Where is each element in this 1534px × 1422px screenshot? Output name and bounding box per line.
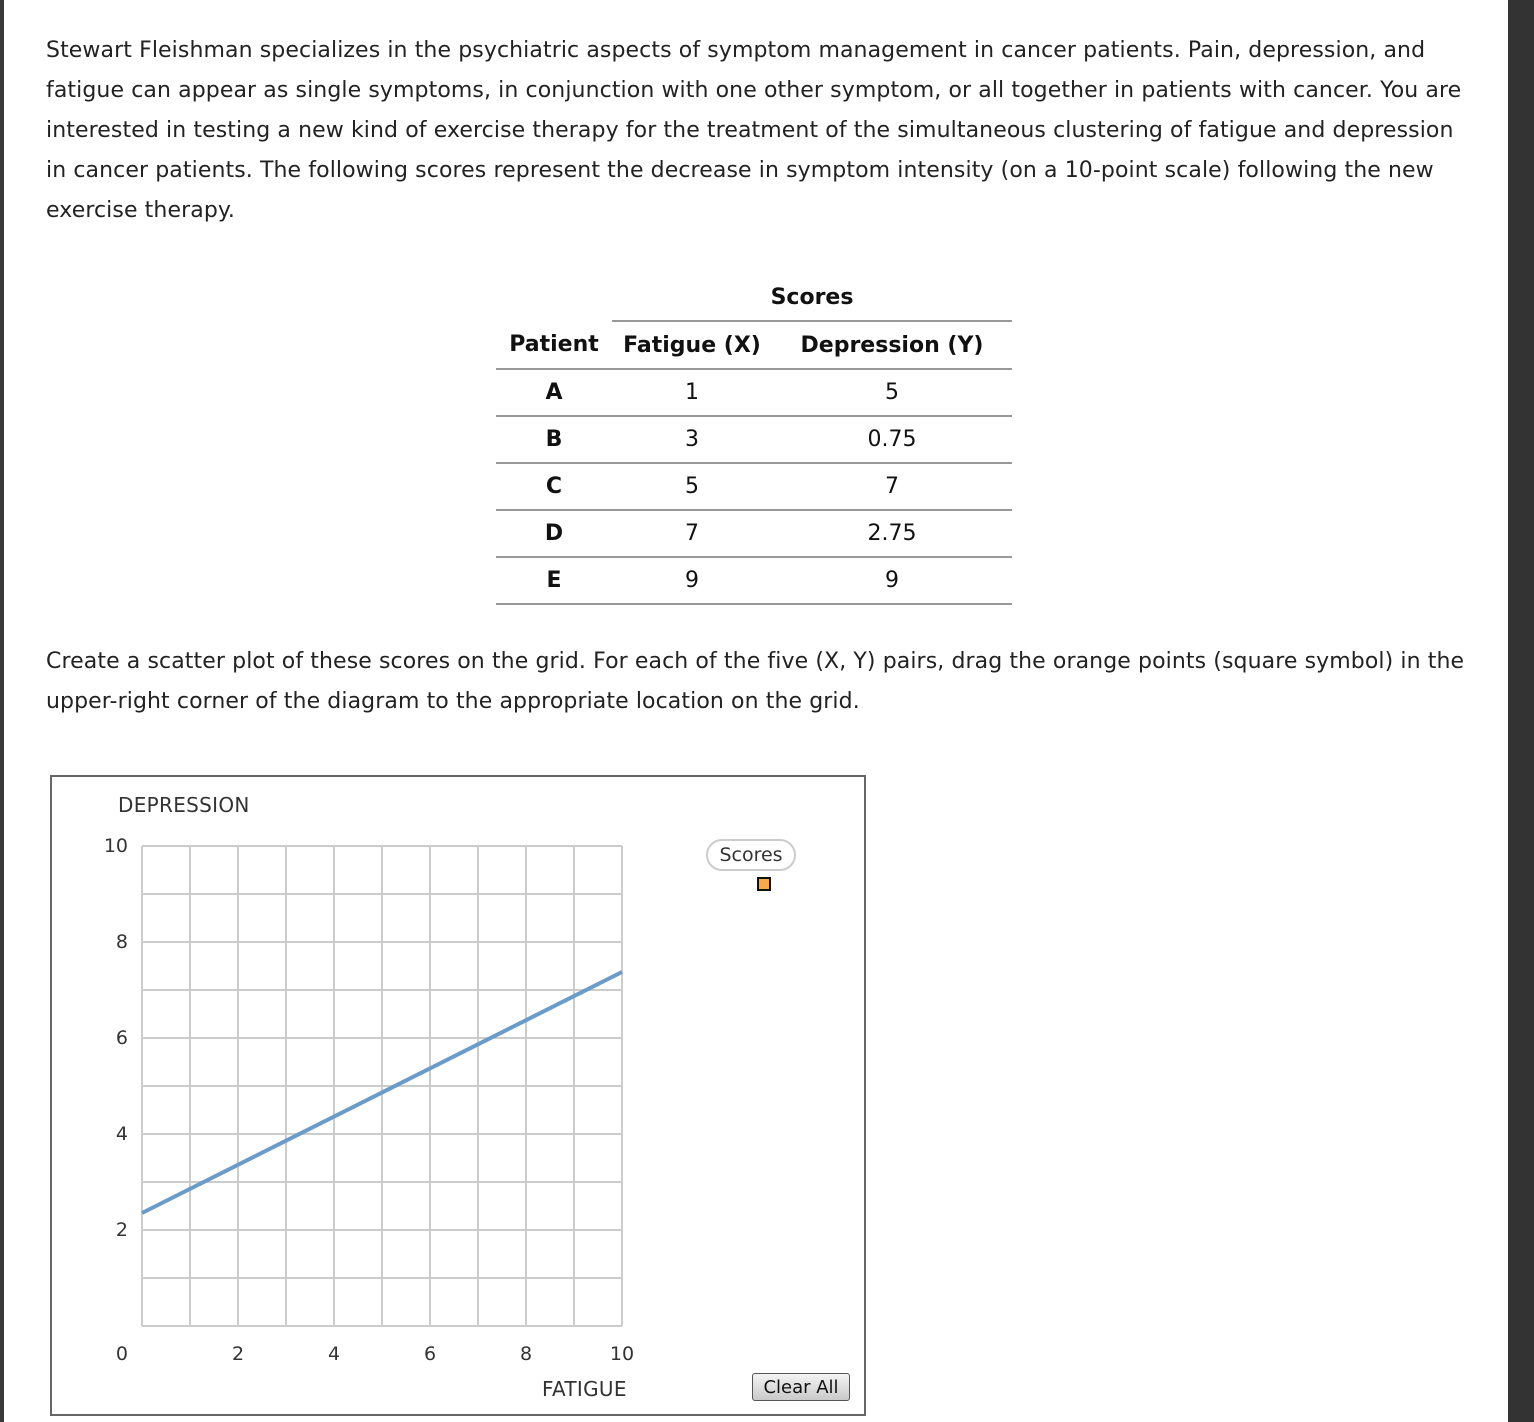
y-axis-title: DEPRESSION [118,793,250,817]
col-header-fatigue: Fatigue (X) [612,321,772,369]
table-row [496,369,1012,416]
plot-grid[interactable] [52,777,864,1414]
cell-patient: E [496,557,612,604]
grid-lines [142,846,622,1326]
y-tick-0: 0 [115,1343,128,1365]
cell-depression: 9 [772,557,1012,604]
scrollbar-track[interactable] [1508,0,1534,1422]
x-tick-4: 4 [327,1343,341,1365]
scores-group-header: Scores [612,274,1012,321]
legend-scores-label: Scores [706,839,796,871]
table-row [496,463,1012,510]
cell-depression: 2.75 [772,510,1012,557]
cell-depression: 0.75 [772,416,1012,463]
scatter-plot-panel [50,775,866,1416]
cell-patient: C [496,463,612,510]
cell-fatigue: 9 [612,557,772,604]
table-row [496,416,1012,463]
left-window-edge [0,0,4,1422]
col-header-depression: Depression (Y) [772,321,1012,369]
cell-fatigue: 7 [612,510,772,557]
table-group-header-row [496,274,1012,321]
x-tick-10: 10 [609,1343,635,1365]
cell-patient: A [496,369,612,416]
cell-depression: 5 [772,369,1012,416]
problem-intro-text: Stewart Fleishman specializes in the psychiatric aspects of symptom management in cancer patients. Pain, depression, and fatigue can appear as single symptoms, in conjunction with one other symptom, or all together in patients with cancer. You are interested in testing a new kind of exercise therapy for the treatment of the simultaneous clustering of fatigue and depression in cancer patients. The following scores represent the decrease in symptom intensity (on a 10-point scale) following the new exercise therapy. [46,38,1462,223]
cell-patient: D [496,510,612,557]
col-header-patient: Patient [496,321,612,369]
cell-fatigue: 3 [612,416,772,463]
x-tick-8: 8 [519,1343,533,1365]
cell-fatigue: 5 [612,463,772,510]
x-tick-2: 2 [231,1343,245,1365]
y-tick-4: 4 [115,1123,128,1145]
x-axis-title: FATIGUE [542,1377,627,1401]
table-header-row [496,321,1012,369]
y-tick-2: 2 [115,1219,128,1241]
cell-depression: 7 [772,463,1012,510]
y-tick-6: 6 [115,1027,128,1049]
cell-fatigue: 1 [612,369,772,416]
draggable-orange-square-point[interactable] [757,877,771,891]
x-tick-6: 6 [423,1343,437,1365]
cell-patient: B [496,416,612,463]
scores-table [496,274,1012,605]
y-tick-10: 10 [103,835,128,857]
clear-all-button[interactable]: Clear All [752,1373,850,1401]
y-tick-8: 8 [115,931,128,953]
table-row [496,557,1012,604]
table-row [496,510,1012,557]
instruction-text: Create a scatter plot of these scores on the grid. For each of the five (X, Y) pairs, drag the orange points (square symbol) in the upper-right corner of the diagram to the appropriate location on the grid. [46,649,1465,714]
